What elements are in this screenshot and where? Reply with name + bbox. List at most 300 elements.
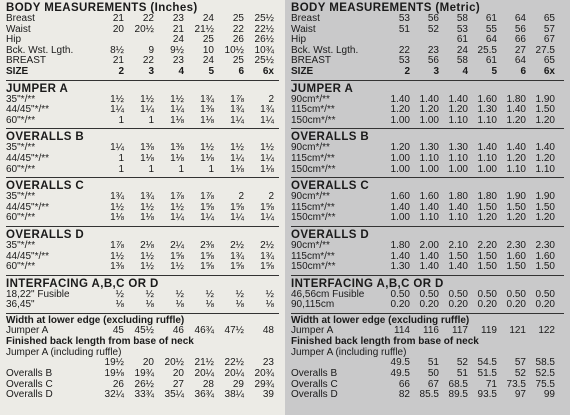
table-row (291, 300, 555, 311)
row-label: Bck. Wst. Lgth. (6, 44, 74, 56)
cell-value: 1¾ (140, 191, 154, 203)
cell-value: 54.5 (477, 357, 497, 369)
section-title: INTERFACING A,B,C OR D (6, 277, 159, 290)
cell-value: 1.20 (535, 114, 555, 126)
section-title: JUMPER A (291, 82, 354, 95)
cell-value: 1.10 (448, 152, 468, 164)
cell-value: 2 (118, 65, 124, 77)
cell-value: 1.80 (448, 191, 468, 203)
table-row (6, 213, 274, 224)
row-label: BREAST (6, 55, 47, 67)
cell-value: 25.5 (477, 44, 497, 56)
yardage-table (6, 192, 274, 224)
divider (6, 128, 279, 129)
cell-value: 1.80 (477, 191, 497, 203)
cell-value: 6 (520, 65, 526, 77)
cell-value: 22½ (224, 357, 244, 369)
row-label: Overalls B (6, 368, 53, 380)
cell-value: 1.30 (477, 104, 497, 116)
cell-value: 1.30 (419, 142, 439, 154)
cell-value: 0.50 (390, 288, 410, 300)
metric-panel (285, 0, 570, 415)
cell-value: 21 (112, 13, 124, 24)
cell-value: 1¾ (260, 104, 274, 116)
cell-value: 51 (456, 368, 468, 380)
cell-value: 22 (232, 23, 244, 35)
cell-value: 1.40 (535, 142, 555, 154)
cell-value: 1½ (230, 142, 244, 154)
cell-value: 51.5 (477, 368, 497, 380)
cell-value: 1⅝ (260, 261, 274, 273)
cell-value: 5 (491, 65, 497, 77)
cell-value: 1 (118, 114, 124, 126)
cell-value: 66 (514, 34, 526, 46)
cell-value: 1.50 (477, 250, 497, 262)
cell-value: 1¼ (200, 212, 214, 224)
cell-value: 47½ (224, 324, 244, 336)
cell-value: 61 (485, 13, 497, 24)
cell-value: 1.00 (390, 152, 410, 164)
cell-value: 1⅝ (170, 250, 184, 262)
cell-value: 1⅛ (260, 163, 274, 175)
cell-value: 2.30 (506, 239, 526, 251)
cell-value: 1.00 (448, 163, 468, 175)
yardage-table (291, 95, 555, 127)
yardage-table (291, 192, 555, 224)
cell-value: 39 (262, 389, 274, 401)
cell-value: 45½ (134, 324, 154, 336)
cell-value: 117 (452, 324, 468, 336)
cell-value: 51 (427, 357, 439, 369)
cell-value: 1.50 (506, 201, 526, 213)
cell-value: 49.5 (390, 368, 410, 380)
cell-value: 1.90 (506, 191, 526, 203)
cell-value: 89.5 (448, 389, 468, 401)
cell-value: 1¼ (260, 212, 274, 224)
divider (291, 313, 564, 314)
divider (6, 80, 279, 81)
row-label: 18,22" Fusible (6, 288, 70, 300)
yardage-table (291, 290, 555, 311)
cell-value: 9½ (170, 44, 184, 56)
cell-value: 64 (485, 34, 497, 46)
body-measurements-section (0, 2, 285, 78)
cell-value: 0.50 (477, 288, 497, 300)
cell-value: 35¼ (164, 389, 184, 401)
cell-value: 3 (148, 65, 154, 77)
cell-value: 1.20 (390, 142, 410, 154)
cell-value: 1.10 (477, 114, 497, 126)
cell-value: 1½ (260, 142, 274, 154)
cell-value: 4 (462, 65, 468, 77)
cell-value: 1.80 (506, 93, 526, 105)
section-title: OVERALLS C (6, 180, 85, 193)
cell-value: 68.5 (448, 378, 468, 390)
cell-value: 1⅛ (200, 114, 214, 126)
row-label: 60"*/** (6, 114, 36, 126)
cell-value: 1⅛ (110, 212, 124, 224)
cell-value: 1⅝ (200, 201, 214, 213)
cell-value: 25 (232, 13, 244, 24)
cell-value: 2⅜ (200, 239, 214, 251)
cell-value: 1.60 (477, 93, 497, 105)
row-label: BREAST (291, 55, 332, 67)
cell-value: 1.10 (448, 212, 468, 224)
section-title: INTERFACING A,B,C OR D (291, 277, 444, 290)
table-row (291, 14, 555, 25)
cell-value: 97 (514, 389, 526, 401)
row-label: 60"*/** (6, 163, 36, 175)
row-label: 35"*/** (6, 93, 36, 105)
cell-value: 2.20 (477, 239, 497, 251)
cell-value: 1¼ (230, 212, 244, 224)
cell-value: 1.60 (419, 191, 439, 203)
width-table (291, 326, 555, 337)
cell-value: 1.20 (390, 104, 410, 116)
table-row (291, 67, 555, 78)
cell-value: 1.20 (535, 212, 555, 224)
section-title: JUMPER A (6, 82, 69, 95)
cell-value: 61 (485, 55, 497, 67)
cell-value: 1½ (140, 93, 154, 105)
cell-value: 23 (427, 44, 439, 56)
cell-value: 1.30 (448, 142, 468, 154)
cell-value: 1.90 (535, 191, 555, 203)
yardage-section (285, 180, 570, 224)
cell-value: 1⅜ (170, 142, 184, 154)
table-row (291, 213, 555, 224)
cell-value: 58 (456, 13, 468, 24)
cell-value: 1 (208, 163, 214, 175)
cell-value: 114 (394, 324, 410, 336)
cell-value: 1.20 (419, 104, 439, 116)
cell-value: 20½ (134, 23, 154, 35)
row-label: 35"*/** (6, 239, 36, 251)
finished-length-title: Finished back length from base of neck (6, 336, 194, 348)
cell-value: 26½ (254, 34, 274, 46)
cell-value: 52 (456, 357, 468, 369)
row-label: Jumper A (6, 324, 49, 336)
cell-value: 29¾ (254, 378, 274, 390)
cell-value: 1⅞ (230, 93, 244, 105)
cell-value: 19⅛ (104, 368, 124, 380)
cell-value: 1.30 (390, 261, 410, 273)
cell-value: 2.30 (535, 239, 555, 251)
cell-value: 53 (456, 23, 468, 35)
table-row (291, 56, 555, 67)
row-label: 150cm*/** (291, 114, 336, 126)
cell-value: 1.80 (390, 239, 410, 251)
cell-value: 1.60 (390, 191, 410, 203)
section-title: BODY MEASUREMENTS (Inches) (6, 2, 198, 14)
cell-value: 1.00 (390, 114, 410, 126)
cell-value: 1.40 (390, 93, 410, 105)
row-label: 115cm*/** (291, 104, 335, 116)
cell-value: 1½ (140, 250, 154, 262)
cell-value: 52.5 (535, 368, 555, 380)
cell-value: 1.00 (419, 163, 439, 175)
cell-value: 20 (112, 23, 124, 35)
cell-value: 21½ (194, 23, 214, 35)
cell-value: 116 (423, 324, 439, 336)
row-label: 115cm*/** (291, 152, 335, 164)
cell-value: 28 (202, 378, 214, 390)
row-label: 90cm*/** (291, 191, 330, 203)
cell-value: ⅛ (265, 299, 274, 311)
cell-value: 82 (398, 389, 410, 401)
cell-value: 1.40 (448, 93, 468, 105)
row-label: 60"*/** (6, 212, 36, 224)
body-measurements-section (285, 2, 570, 78)
width-table (6, 326, 274, 337)
cell-value: 65 (543, 55, 555, 67)
cell-value: 64 (514, 13, 526, 24)
yardage-table (6, 95, 274, 127)
cell-value: 22 (142, 55, 154, 67)
cell-value: ½ (145, 288, 154, 300)
cell-value: 1.00 (390, 212, 410, 224)
cell-value: 1⅜ (200, 104, 214, 116)
yardage-section (285, 229, 570, 273)
cell-value: 1¼ (230, 152, 244, 164)
cell-value: 1 (118, 163, 124, 175)
cell-value: 57 (543, 23, 555, 35)
cell-value: 1.20 (506, 152, 526, 164)
divider (291, 80, 564, 81)
row-label: Breast (6, 13, 35, 24)
cell-value: 25 (202, 34, 214, 46)
section-title: BODY MEASUREMENTS (Metric) (291, 2, 481, 14)
cell-value: 119 (481, 324, 497, 336)
row-label: Jumper A (291, 324, 334, 336)
cell-value: 1.00 (419, 114, 439, 126)
divider (6, 177, 279, 178)
cell-value: ½ (235, 288, 244, 300)
cell-value: 56 (514, 23, 526, 35)
cell-value: 27.5 (535, 44, 555, 56)
cell-value: 21 (172, 23, 184, 35)
row-label: 115cm*/** (291, 250, 335, 262)
table-row (291, 262, 555, 273)
table-row (6, 326, 274, 337)
cell-value: 1 (148, 114, 154, 126)
row-label: SIZE (291, 65, 314, 77)
cell-value: 1.50 (535, 261, 555, 273)
cell-value: 38¼ (224, 389, 244, 401)
cell-value: 1.60 (506, 250, 526, 262)
cell-value: 27 (514, 44, 526, 56)
table-row (291, 241, 555, 252)
cell-value: 1½ (110, 93, 124, 105)
cell-value: ⅛ (145, 299, 154, 311)
cell-value: 1.20 (448, 104, 468, 116)
row-label: SIZE (6, 65, 29, 77)
row-label: Overalls B (291, 368, 338, 380)
cell-value: 48 (262, 324, 274, 336)
cell-value: 1.40 (448, 261, 468, 273)
row-label: 90cm*/** (291, 239, 330, 251)
cell-value: 1.00 (390, 163, 410, 175)
cell-value: 26½ (134, 378, 154, 390)
cell-value: 26 (232, 34, 244, 46)
yardage-table (6, 290, 274, 311)
divider (291, 275, 564, 276)
row-label: Hip (6, 34, 22, 46)
cell-value: 122 (538, 324, 555, 336)
cell-value: ⅛ (235, 299, 244, 311)
cell-value: 1.50 (448, 250, 468, 262)
row-label: 46,56cm Fusible (291, 288, 365, 300)
cell-value: 20¼ (224, 368, 244, 380)
cell-value: 1.10 (506, 163, 526, 175)
row-label: 90cm*/** (291, 142, 330, 154)
cell-value: 1¼ (110, 142, 124, 154)
row-label: 115cm*/** (291, 201, 335, 213)
cell-value: 1.40 (419, 93, 439, 105)
cell-value: 1.40 (477, 142, 497, 154)
cell-value: 1.50 (535, 104, 555, 116)
cell-value: 33¾ (134, 389, 154, 401)
width-title: Width at lower edge (excluding ruffle) (291, 314, 470, 326)
cell-value: 20¼ (194, 368, 214, 380)
cell-value: 85.5 (419, 389, 439, 401)
cell-value: 2 (404, 65, 410, 77)
row-label: 36,45" (6, 299, 35, 311)
cell-value: ⅛ (175, 299, 184, 311)
cell-value: 1.50 (477, 261, 497, 273)
yardage-section (0, 229, 285, 273)
cell-value: 23 (262, 357, 274, 369)
cell-value: 1⅞ (170, 191, 184, 203)
cell-value: 56 (427, 55, 439, 67)
table-row (6, 14, 274, 25)
cell-value: 1.10 (419, 212, 439, 224)
cell-value: 55 (485, 23, 497, 35)
cell-value: 1½ (170, 201, 184, 213)
cell-value: 4 (178, 65, 184, 77)
cell-value: 1 (118, 152, 124, 164)
cell-value: 9 (148, 44, 154, 56)
finished-length-subtitle: Jumper A (including ruffle) (6, 347, 122, 359)
cell-value: 24 (172, 34, 184, 46)
cell-value: 2 (238, 191, 244, 203)
cell-value: 75.5 (535, 378, 555, 390)
row-label: 90,115cm (291, 299, 335, 311)
cell-value: 26 (112, 378, 124, 390)
cell-value: 22½ (254, 23, 274, 35)
row-label: Overalls D (291, 389, 338, 401)
cell-value: 1.50 (535, 201, 555, 213)
yardage-section (0, 131, 285, 175)
cell-value: 49.5 (390, 357, 410, 369)
table-row (6, 116, 274, 127)
cell-value: 1.40 (419, 250, 439, 262)
table-row (291, 326, 555, 337)
cell-value: 24 (456, 44, 468, 56)
cell-value: 64 (514, 55, 526, 67)
cell-value: 2 (268, 191, 274, 203)
row-label: 60"*/** (6, 261, 36, 273)
cell-value: 1.20 (535, 152, 555, 164)
cell-value: 1.40 (419, 201, 439, 213)
cell-value: 0.50 (535, 288, 555, 300)
row-label: 44/45"*/** (6, 201, 50, 213)
cell-value: 1.00 (477, 163, 497, 175)
table-row (6, 290, 274, 301)
yardage-table (291, 241, 555, 273)
cell-value: 1⅝ (260, 201, 274, 213)
cell-value: 2¼ (170, 239, 184, 251)
row-label: Waist (6, 23, 31, 35)
cell-value: 1⅞ (200, 191, 214, 203)
cell-value: 20 (142, 357, 154, 369)
cell-value: 0.20 (419, 299, 439, 311)
cell-value: 6x (262, 65, 274, 77)
cell-value: 73.5 (506, 378, 526, 390)
cell-value: 1.20 (506, 114, 526, 126)
cell-value: ⅛ (115, 299, 124, 311)
table-row (291, 390, 555, 401)
row-label: 90cm*/** (291, 93, 330, 105)
cell-value: 1⅝ (230, 201, 244, 213)
cell-value: 1¼ (140, 104, 154, 116)
section-title: OVERALLS C (291, 180, 370, 193)
cell-value: 67 (543, 34, 555, 46)
table-row (6, 154, 274, 165)
yardage-table (6, 241, 274, 273)
cell-value: 1.10 (477, 152, 497, 164)
cell-value: 1½ (170, 93, 184, 105)
row-label: Overalls C (6, 378, 53, 390)
cell-value: 19½ (104, 357, 124, 369)
cell-value: 21½ (194, 357, 214, 369)
section-title: OVERALLS D (291, 228, 370, 241)
cell-value: 1⅛ (140, 152, 154, 164)
cell-value: 0.20 (448, 299, 468, 311)
row-label: Overalls C (291, 378, 338, 390)
cell-value: ½ (205, 288, 214, 300)
cell-value: 1⅝ (200, 250, 214, 262)
cell-value: 1.20 (506, 212, 526, 224)
row-label: 150cm*/** (291, 212, 336, 224)
row-label: Breast (291, 13, 320, 24)
cell-value: 1⅞ (110, 239, 124, 251)
cell-value: 46 (172, 324, 184, 336)
cell-value: 1¼ (260, 152, 274, 164)
cell-value: 25½ (254, 13, 274, 24)
cell-value: 1.40 (390, 250, 410, 262)
cell-value: 22 (142, 13, 154, 24)
section-title: OVERALLS D (6, 228, 85, 241)
section-title: OVERALLS B (291, 131, 370, 144)
row-label: 44/45"*/** (6, 250, 50, 262)
yardage-section (285, 83, 570, 127)
row-label: 44/45"*/** (6, 152, 50, 164)
cell-value: 2 (268, 93, 274, 105)
cell-value: 27 (172, 378, 184, 390)
cell-value: 1½ (110, 201, 124, 213)
cell-value: 1¼ (170, 212, 184, 224)
divider (291, 226, 564, 227)
cell-value: 1¾ (230, 250, 244, 262)
cell-value: 53 (398, 13, 410, 24)
cell-value: 20 (172, 368, 184, 380)
cell-value: 0.50 (506, 288, 526, 300)
cell-value: 46¾ (194, 324, 214, 336)
cell-value: 52 (427, 23, 439, 35)
yardage-section (0, 83, 285, 127)
cell-value: 57 (514, 357, 526, 369)
